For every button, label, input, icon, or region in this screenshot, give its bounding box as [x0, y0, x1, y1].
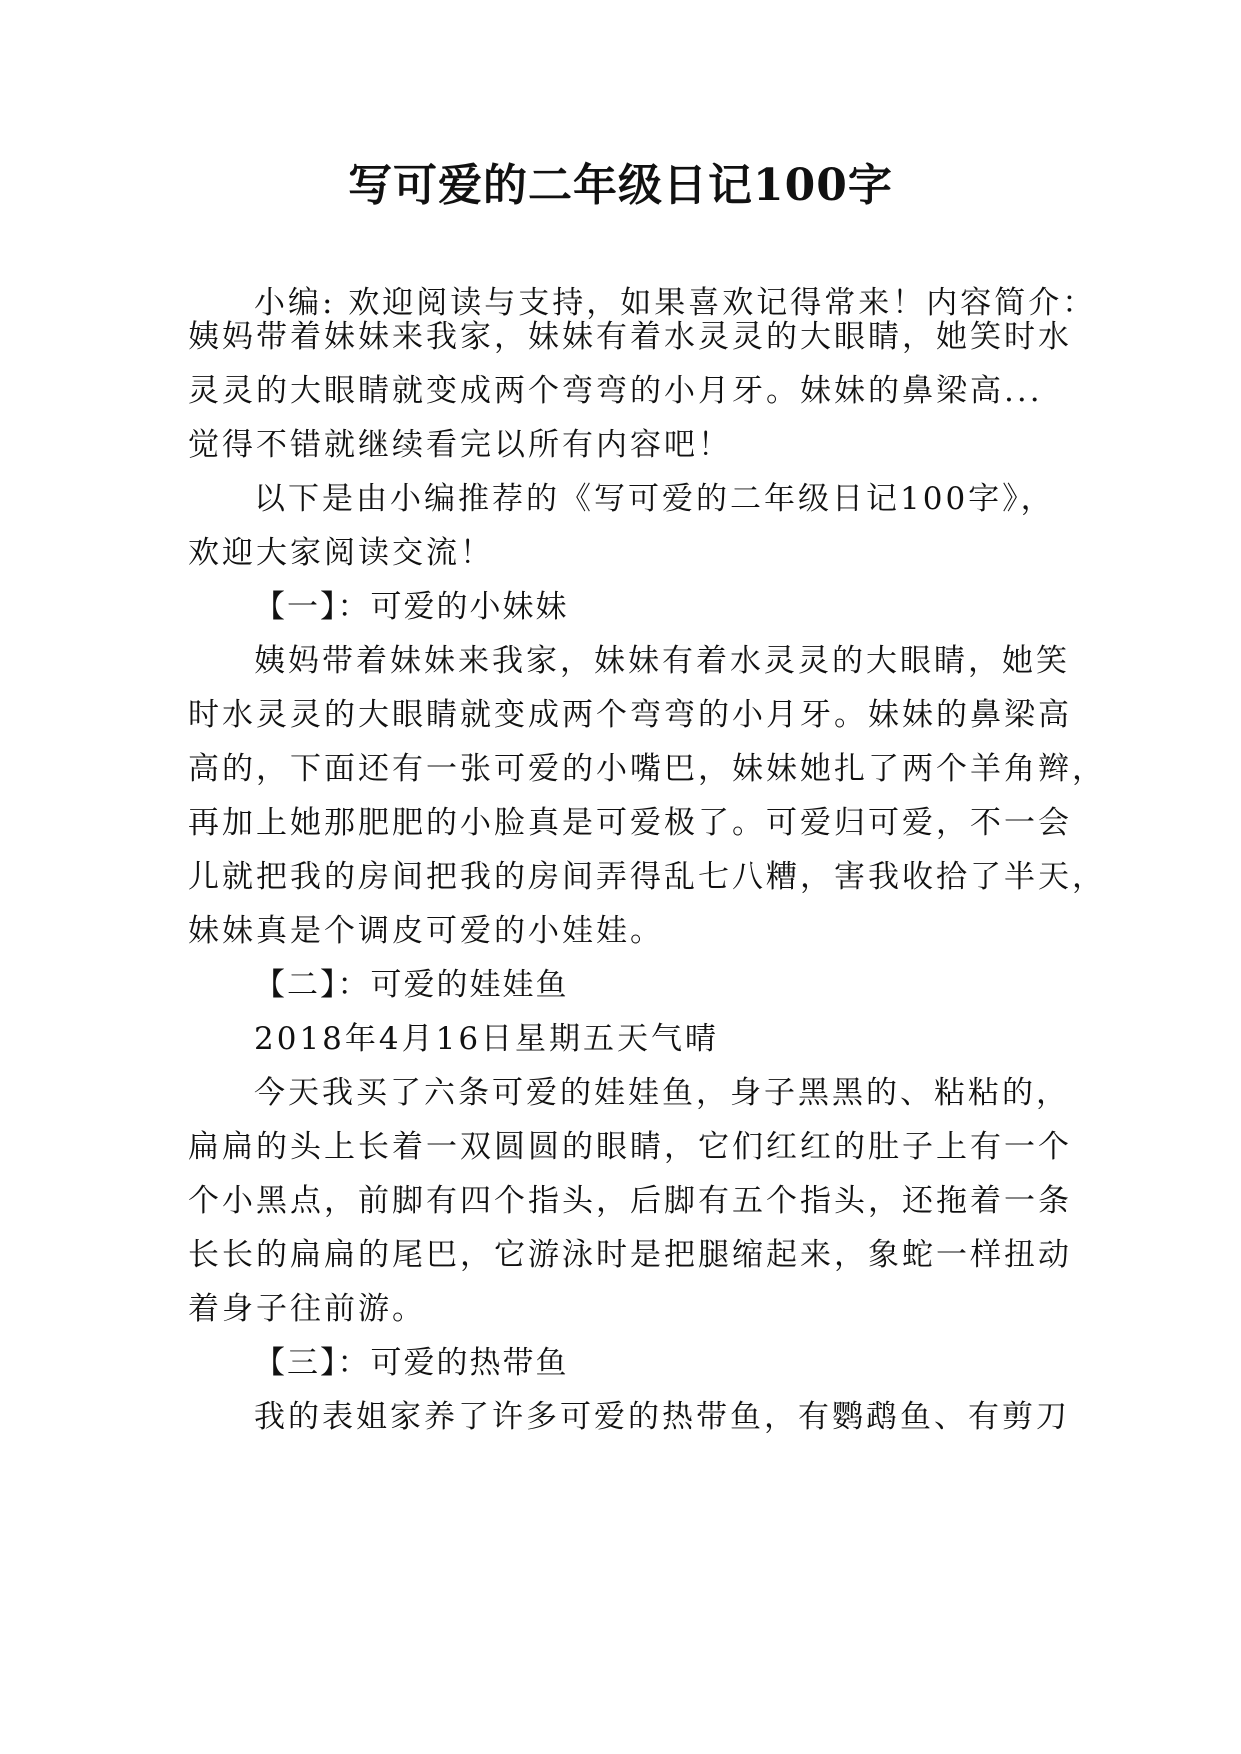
intro-line-1: 小编: 欢迎阅读与支持，如果喜欢记得常来！内容简介：: [254, 285, 1097, 321]
section-heading-2: 【二】：可爱的娃娃鱼: [254, 967, 569, 1003]
recommend-line-1: 以下是由小编推荐的《写可爱的二年级日记100字》，: [254, 481, 1055, 517]
section-1-line-2: 时水灵灵的大眼睛就变成两个弯弯的小月牙。妹妹的鼻梁高: [188, 697, 1072, 733]
section-3-line-1: 我的表姐家养了许多可爱的热带鱼，有鹦鹉鱼、有剪刀: [254, 1399, 1070, 1435]
intro-line-3: 灵灵的大眼睛就变成两个弯弯的小月牙。妹妹的鼻梁高...: [188, 373, 1043, 409]
recommend-line-2: 欢迎大家阅读交流！: [188, 535, 494, 571]
section-2-line-4: 长长的扁扁的尾巴，它游泳时是把腿缩起来，象蛇一样扭动: [188, 1237, 1072, 1273]
section-1-line-1: 姨妈带着妹妹来我家，妹妹有着水灵灵的大眼睛，她笑: [254, 643, 1070, 679]
section-heading-1: 【一】：可爱的小妹妹: [254, 589, 569, 625]
section-2-line-1: 今天我买了六条可爱的娃娃鱼，身子黑黑的、粘粘的，: [254, 1075, 1070, 1111]
intro-line-2: 姨妈带着妹妹来我家，妹妹有着水灵灵的大眼睛，她笑时水: [188, 319, 1072, 355]
section-1-line-4: 再加上她那肥肥的小脸真是可爱极了。可爱归可爱，不一会: [188, 805, 1072, 841]
section-2-line-2: 扁扁的头上长着一双圆圆的眼睛，它们红红的肚子上有一个: [188, 1129, 1072, 1165]
section-heading-3: 【三】：可爱的热带鱼: [254, 1345, 569, 1381]
page-title: 写可爱的二年级日记100字: [348, 160, 893, 211]
section-2-line-5: 着身子往前游。: [188, 1291, 426, 1327]
section-1-line-5: 儿就把我的房间把我的房间弄得乱七八糟，害我收拾了半天，: [188, 859, 1106, 895]
section-2-line-3: 个小黑点，前脚有四个指头，后脚有五个指头，还拖着一条: [188, 1183, 1072, 1219]
section-1-line-6: 妹妹真是个调皮可爱的小娃娃。: [188, 913, 664, 949]
intro-line-4: 觉得不错就继续看完以所有内容吧！: [188, 427, 732, 463]
section-1-line-3: 高的，下面还有一张可爱的小嘴巴，妹妹她扎了两个羊角辫，: [188, 751, 1106, 787]
section-2-date: 2018年4月16日星期五天气晴: [254, 1021, 720, 1057]
